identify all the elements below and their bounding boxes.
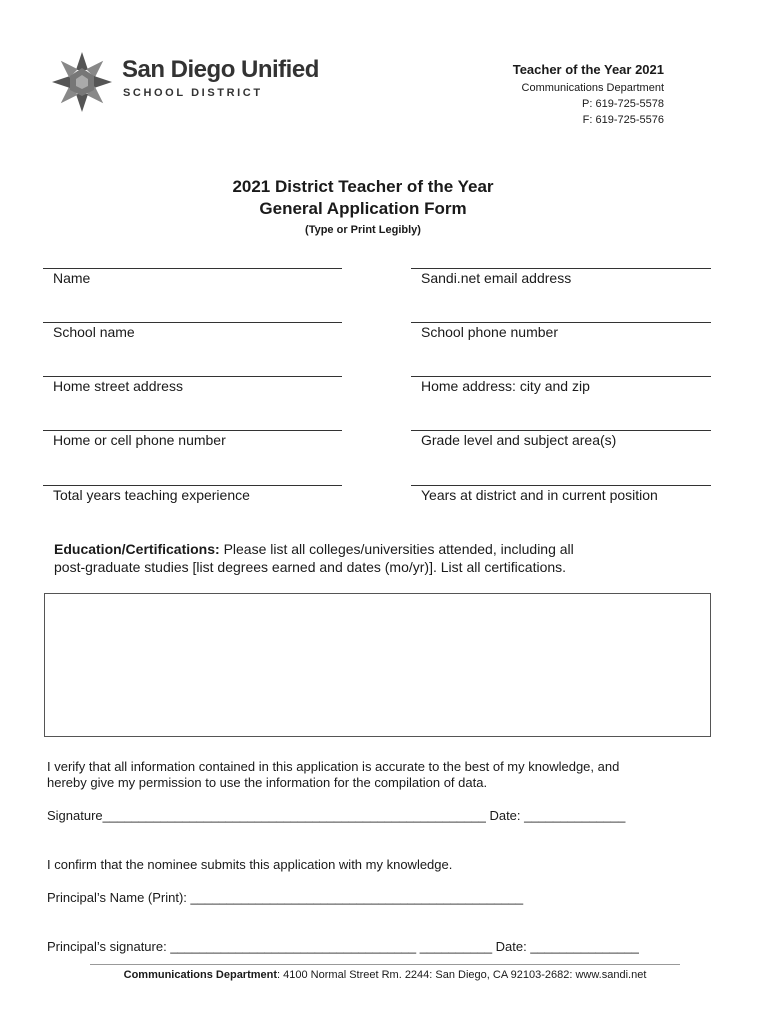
principal-name-line[interactable]: Principal’s Name (Print): ______________________________________________ xyxy=(47,890,524,905)
form-title: 2021 District Teacher of the Year xyxy=(232,177,494,196)
footer-address: : 4100 Normal Street Rm. 2244: San Diego, CA 92103-2682: www.sandi.net xyxy=(277,969,647,981)
school-phone-field[interactable]: School phone number xyxy=(411,322,711,340)
name-field[interactable]: Name xyxy=(43,268,342,286)
verification-text-1: I verify that all information contained in this application is accurate to the best of my knowledge, and xyxy=(47,759,620,774)
school-name-field[interactable]: School name xyxy=(43,322,342,340)
principal-confirm-text: I confirm that the nominee submits this application with my knowledge. xyxy=(47,857,453,872)
logo-subtitle: SCHOOL DISTRICT xyxy=(123,87,263,99)
form-title-block xyxy=(0,176,726,236)
signature-date-line[interactable]: Signature_____________________________________________________ Date: ______________ xyxy=(47,808,626,823)
form-instruction: (Type or Print Legibly) xyxy=(305,224,421,236)
header-contact xyxy=(513,62,664,128)
phone-number-field[interactable]: Home or cell phone number xyxy=(43,430,342,448)
header-phone: P: 619-725-5578 xyxy=(582,98,664,110)
home-street-field[interactable]: Home street address xyxy=(43,376,342,394)
header-fax: F: 619-725-5576 xyxy=(582,114,664,126)
footer-divider xyxy=(90,964,680,965)
education-text-2: post-graduate studies [list degrees earned and dates (mo/yr)]. List all certifications. xyxy=(54,559,567,575)
verification-text-2: hereby give my permission to use the information for the compilation of data. xyxy=(47,775,488,790)
education-textarea[interactable] xyxy=(44,593,711,737)
header-title: Teacher of the Year 2021 xyxy=(512,62,664,77)
form-subtitle: General Application Form xyxy=(259,199,467,218)
city-zip-field[interactable]: Home address: city and zip xyxy=(411,376,711,394)
logo-name: San Diego Unified xyxy=(122,56,319,83)
footer-label: Communications Department xyxy=(123,969,278,981)
years-teaching-field[interactable]: Total years teaching experience xyxy=(43,485,342,503)
principal-signature-line[interactable]: Principal’s signature: __________________________________ __________ Date: _______________ xyxy=(47,939,639,954)
education-label: Education/Certifications: xyxy=(54,541,220,557)
email-field[interactable]: Sandi.net email address xyxy=(411,268,711,286)
education-instructions xyxy=(54,540,694,576)
grade-subject-field[interactable]: Grade level and subject area(s) xyxy=(411,430,711,448)
years-district-field[interactable]: Years at district and in current position xyxy=(411,485,711,503)
footer xyxy=(0,969,770,981)
header-department: Communications Department xyxy=(521,82,664,94)
education-text-1: Please list all colleges/universities attended, including all xyxy=(219,541,574,557)
star-logo-icon xyxy=(50,50,114,114)
